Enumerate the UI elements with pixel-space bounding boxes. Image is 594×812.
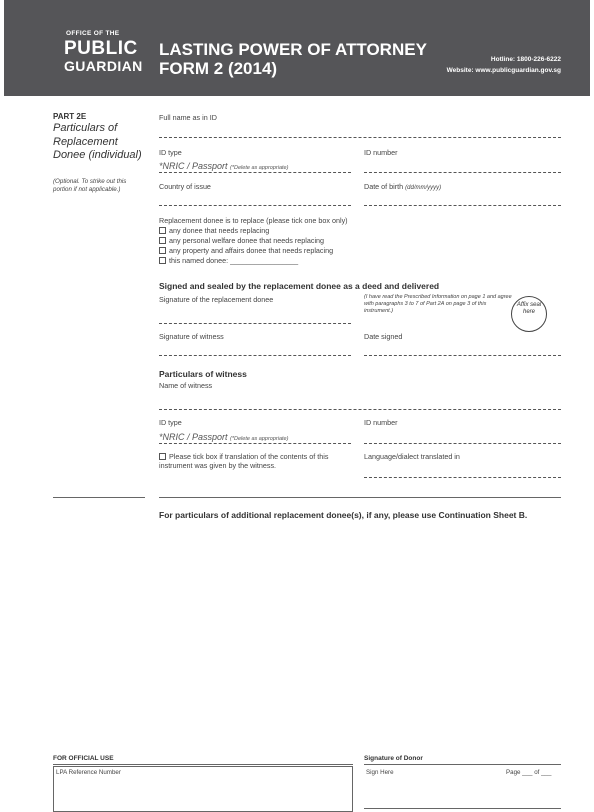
witness-sig-field[interactable]: [159, 355, 351, 356]
replacement-sig-label: Signature of the replacement donee: [159, 295, 274, 304]
right-divider: [159, 497, 561, 498]
website-text: Website: www.publicguardian.gov.sg: [446, 67, 561, 74]
official-use-rule: [53, 764, 353, 765]
option-label: any donee that needs replacing: [169, 226, 270, 235]
full-name-label: Full name as in ID: [159, 113, 217, 122]
id-number-field[interactable]: [364, 172, 561, 173]
checkbox[interactable]: [159, 237, 166, 244]
affix-seal-circle: Affix seal here: [511, 296, 547, 332]
witness-id-type-label: ID type: [159, 418, 182, 427]
id-type-hint: (*Delete as appropriate): [230, 165, 289, 171]
donor-signature-heading: Signature of Donor: [364, 755, 423, 762]
witness-id-type-field[interactable]: [159, 432, 288, 442]
id-number-label: ID number: [364, 148, 398, 157]
part-title: Particulars of Replacement Donee (individual): [53, 122, 142, 161]
logo-office-text: OFFICE OF THE: [66, 30, 120, 37]
prescribed-info-note: (I have read the Prescribed Information on page 1 and agree with paragraphs 3 to 7 of Part 2A on page 3 of this instrument.): [364, 294, 512, 314]
part-label: PART 2E: [53, 112, 87, 121]
full-name-field[interactable]: [159, 137, 561, 138]
translation-checkbox-row[interactable]: [159, 452, 359, 470]
witness-id-type-line: [159, 443, 351, 444]
country-field[interactable]: [159, 205, 351, 206]
part-note: (Optional. To strike out this portion if not applicable.): [53, 178, 127, 193]
dob-text: Date of birth: [364, 182, 404, 191]
language-field[interactable]: [364, 477, 561, 478]
dob-field[interactable]: [364, 205, 561, 206]
replace-option-any[interactable]: [159, 226, 269, 235]
form-subtitle: FORM 2 (2014): [159, 59, 278, 78]
dob-label: [364, 182, 441, 191]
id-type-line: [159, 172, 351, 173]
replace-option-property[interactable]: [159, 246, 333, 255]
date-signed-field[interactable]: [364, 355, 561, 356]
date-signed-label: Date signed: [364, 332, 403, 341]
logo-guardian-text: GUARDIAN: [64, 58, 143, 74]
witness-sig-label: Signature of witness: [159, 332, 224, 341]
witness-id-type-hint: (*Delete as appropriate): [230, 436, 289, 442]
official-use-heading: FOR OFFICIAL USE: [53, 755, 114, 762]
option-label: any personal welfare donee that needs replacing: [169, 236, 325, 245]
replace-intro: Replacement donee is to replace (please tick one box only): [159, 216, 348, 225]
page-count-label: Page ___ of ___: [506, 769, 552, 776]
form-title: LASTING POWER OF ATTORNEY: [159, 40, 427, 59]
checkbox[interactable]: [159, 247, 166, 254]
country-label: Country of issue: [159, 182, 211, 191]
dob-format: (dd/mm/yyyy): [405, 185, 442, 191]
donor-signature-rule: [364, 764, 561, 765]
sign-here-line[interactable]: [364, 808, 561, 809]
witness-name-label: Name of witness: [159, 381, 213, 390]
id-type-label: ID type: [159, 148, 182, 157]
option-label: this named donee: _________________: [169, 256, 299, 265]
witness-name-field[interactable]: [159, 409, 561, 410]
checkbox[interactable]: [159, 227, 166, 234]
hotline-text: Hotline: 1800-226-6222: [490, 56, 561, 63]
lpa-reference-label: LPA Reference Number: [56, 769, 121, 776]
witness-heading: Particulars of witness: [159, 369, 247, 379]
language-label: Language/dialect translated in: [364, 452, 460, 461]
logo-public-text: PUBLIC: [64, 38, 138, 59]
sign-here-label: Sign Here: [366, 769, 394, 776]
replace-option-welfare[interactable]: [159, 236, 324, 245]
left-divider: [53, 497, 145, 498]
replace-option-named[interactable]: [159, 256, 298, 265]
checkbox[interactable]: [159, 453, 166, 460]
witness-id-type-value: *NRIC / Passport: [159, 432, 228, 442]
witness-id-number-field[interactable]: [364, 443, 561, 444]
replacement-sig-field[interactable]: [159, 323, 351, 324]
signed-heading: Signed and sealed by the replacement donee as a deed and delivered: [159, 281, 440, 291]
translation-label: Please tick box if translation of the contents of this instrument was given by the witness.: [159, 452, 329, 470]
option-label: any property and affairs donee that needs replacing: [169, 246, 334, 255]
checkbox[interactable]: [159, 257, 166, 264]
continuation-note: For particulars of additional replacement donee(s), if any, please use Continuation Sheet B.: [159, 510, 528, 520]
witness-id-number-label: ID number: [364, 418, 398, 427]
id-type-field[interactable]: [159, 161, 288, 171]
id-type-value: *NRIC / Passport: [159, 161, 228, 171]
